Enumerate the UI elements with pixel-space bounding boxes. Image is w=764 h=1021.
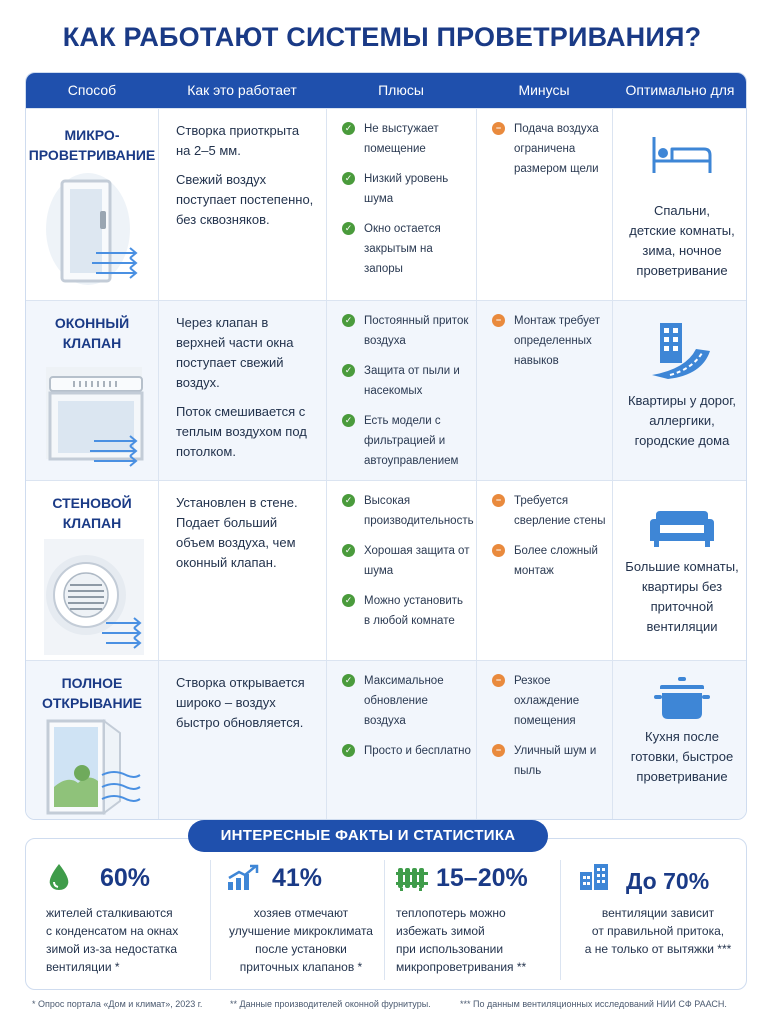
how-text: Установлен в стене. bbox=[176, 495, 298, 510]
method-cell bbox=[26, 661, 158, 820]
fact-text-line: вентиляции зависит bbox=[601, 906, 715, 920]
best-for-cell bbox=[612, 301, 747, 480]
best-for-line: Кухня после bbox=[645, 729, 719, 744]
best-for-line: детские комнаты, bbox=[629, 223, 735, 238]
window-valve-illustration bbox=[44, 363, 144, 473]
column-header-how: Как это работает bbox=[187, 82, 297, 98]
best-for-line: Спальни, bbox=[653, 203, 711, 218]
building-road-icon bbox=[646, 319, 718, 379]
minus-icon: − bbox=[492, 494, 505, 507]
pro-item bbox=[342, 411, 472, 471]
con-text: Подача воздуха ограничена размером щели bbox=[514, 123, 599, 175]
pro-text: Окно остается закрытым на запоры bbox=[364, 223, 441, 275]
fact-text-line: вентиляции * bbox=[46, 960, 120, 974]
best-for-cell bbox=[612, 481, 747, 660]
fact-supply-air bbox=[578, 860, 738, 980]
pro-item bbox=[342, 671, 472, 731]
water-drop-icon bbox=[44, 862, 74, 892]
best-for-line: приточной bbox=[650, 599, 714, 614]
fact-text-line: теплопотерь можно bbox=[396, 906, 506, 920]
method-name-line: МИКРО- bbox=[64, 127, 120, 143]
method-name-line: КЛАПАН bbox=[62, 515, 122, 531]
column-header-method: Способ bbox=[67, 82, 117, 98]
best-for-line: городские дома bbox=[634, 433, 730, 448]
tilted-window-illustration bbox=[44, 171, 144, 289]
best-for-line: Большие комнаты, bbox=[625, 559, 739, 574]
pro-text: Можно установить в любой комнате bbox=[364, 595, 464, 627]
footnote-3: *** По данным вентиляционных исследований НИИ СФ РААСН. bbox=[460, 999, 727, 1009]
table-row-wall-valve bbox=[26, 480, 747, 660]
best-for-line: проветривание bbox=[636, 769, 728, 784]
pro-text: Не выстужает помещение bbox=[364, 123, 439, 155]
method-name-line: ОТКРЫВАНИЕ bbox=[41, 695, 143, 711]
pro-item bbox=[342, 361, 472, 401]
pros-cell bbox=[326, 301, 476, 480]
best-for-line: готовки, быстрое bbox=[630, 749, 734, 764]
how-text: Поток смешивается с теплым воздухом под потолком. bbox=[176, 404, 307, 459]
table-row-full-opening bbox=[26, 660, 747, 820]
con-item bbox=[492, 119, 608, 179]
fact-text bbox=[226, 904, 376, 976]
pro-item bbox=[342, 219, 472, 279]
table-row-window-valve bbox=[26, 300, 747, 480]
sofa-icon bbox=[646, 503, 718, 551]
cons-cell bbox=[476, 661, 612, 820]
how-cell bbox=[158, 481, 326, 660]
method-cell bbox=[26, 109, 158, 300]
column-header-best-for: Оптимально для bbox=[625, 82, 735, 98]
best-for-line: зима, ночное bbox=[642, 243, 722, 258]
method-name-line: КЛАПАН bbox=[62, 335, 122, 351]
check-icon: ✓ bbox=[342, 744, 355, 757]
best-for-cell bbox=[612, 109, 747, 300]
table-row-micro-ventilation bbox=[26, 108, 747, 300]
fact-text-line: микропроветривания ** bbox=[396, 960, 527, 974]
how-text: Подает больший объем воздуха, чем оконный клапан. bbox=[176, 515, 296, 570]
footnote-1: * Опрос портала «Дом и климат», 2023 г. bbox=[32, 999, 203, 1009]
ventilation-table bbox=[25, 72, 747, 820]
minus-icon: − bbox=[492, 544, 505, 557]
open-window-illustration bbox=[44, 717, 144, 817]
fact-value: 60% bbox=[100, 864, 151, 892]
check-icon: ✓ bbox=[342, 414, 355, 427]
cons-cell bbox=[476, 481, 612, 660]
pro-text: Просто и бесплатно bbox=[364, 745, 471, 757]
check-icon: ✓ bbox=[342, 364, 355, 377]
con-text: Уличный шум и пыль bbox=[514, 745, 597, 777]
fact-text-line: избежать зимой bbox=[396, 924, 485, 938]
footnote-2: ** Данные производителей оконной фурнитуры. bbox=[230, 999, 431, 1009]
pro-text: Хорошая защита от шума bbox=[364, 545, 470, 577]
method-name bbox=[26, 493, 158, 533]
pro-text: Высокая производительность bbox=[364, 495, 474, 527]
growth-chart-icon bbox=[226, 862, 260, 892]
fact-text bbox=[578, 904, 738, 958]
pros-cell bbox=[326, 481, 476, 660]
minus-icon: − bbox=[492, 674, 505, 687]
how-text: Створка открывается широко – воздух быстро обновляется. bbox=[176, 675, 305, 730]
facts-title: ИНТЕРЕСНЫЕ ФАКТЫ И СТАТИСТИКА bbox=[188, 820, 548, 852]
method-name bbox=[26, 125, 158, 165]
how-text: Свежий воздух поступает постепенно, без сквозняков. bbox=[176, 172, 314, 227]
best-for-text bbox=[620, 201, 744, 281]
fact-text-line: улучшение микроклимата bbox=[229, 924, 373, 938]
pros-cell bbox=[326, 109, 476, 300]
pro-item bbox=[342, 169, 472, 209]
method-name bbox=[26, 313, 158, 353]
con-text: Требуется сверление стены bbox=[514, 495, 606, 527]
check-icon: ✓ bbox=[342, 172, 355, 185]
fact-text-line: хозяев отмечают bbox=[253, 906, 349, 920]
method-name-line: ПРОВЕТРИВАНИЕ bbox=[28, 147, 156, 163]
fact-divider bbox=[384, 860, 385, 980]
check-icon: ✓ bbox=[342, 544, 355, 557]
con-text: Монтаж требует определенных навыков bbox=[514, 315, 601, 367]
page-title: КАК РАБОТАЮТ СИСТЕМЫ ПРОВЕТРИВАНИЯ? bbox=[62, 22, 702, 52]
column-divider bbox=[476, 108, 477, 819]
method-name-line: ПОЛНОЕ bbox=[61, 675, 123, 691]
column-divider bbox=[326, 108, 327, 819]
pro-item bbox=[342, 119, 472, 159]
method-cell bbox=[26, 481, 158, 660]
fact-condensation bbox=[44, 860, 204, 980]
best-for-text bbox=[620, 727, 744, 787]
fact-heat-loss bbox=[396, 860, 556, 980]
cons-cell bbox=[476, 109, 612, 300]
pro-text: Защита от пыли и насекомых bbox=[364, 365, 460, 397]
con-text: Более сложный монтаж bbox=[514, 545, 598, 577]
how-cell bbox=[158, 301, 326, 480]
wall-valve-illustration bbox=[44, 539, 144, 655]
fact-text-line: при использовании bbox=[396, 942, 504, 956]
pro-text: Постоянный приток воздуха bbox=[364, 315, 469, 347]
fact-text bbox=[396, 904, 556, 976]
minus-icon: − bbox=[492, 744, 505, 757]
fact-text-line: от правильной притока, bbox=[591, 924, 725, 938]
how-text: Через клапан в верхней части окна поступает свежий воздух. bbox=[176, 315, 294, 390]
fact-value: До 70% bbox=[626, 868, 710, 894]
how-cell bbox=[158, 109, 326, 300]
check-icon: ✓ bbox=[342, 122, 355, 135]
con-item bbox=[492, 671, 608, 731]
fact-text-line: приточных клапанов * bbox=[239, 960, 363, 974]
method-name bbox=[26, 673, 158, 713]
pro-item bbox=[342, 541, 472, 581]
pro-text: Максимальное обновление воздуха bbox=[364, 675, 444, 727]
check-icon: ✓ bbox=[342, 314, 355, 327]
how-text: Створка приоткрыта на 2–5 мм. bbox=[176, 123, 300, 158]
con-item bbox=[492, 741, 608, 781]
best-for-line: квартиры без bbox=[641, 579, 723, 594]
pot-icon bbox=[646, 675, 718, 723]
check-icon: ✓ bbox=[342, 674, 355, 687]
column-divider bbox=[612, 108, 613, 819]
column-header-cons: Минусы bbox=[518, 82, 570, 98]
best-for-line: Квартиры у дорог, bbox=[627, 393, 737, 408]
pro-item bbox=[342, 591, 472, 631]
pro-text: Есть модели с фильтрацией и автоуправлением bbox=[364, 415, 459, 467]
fact-text-line: с конденсатом на окнах bbox=[46, 924, 179, 938]
minus-icon: − bbox=[492, 122, 505, 135]
method-name-line: СТЕНОВОЙ bbox=[52, 495, 132, 511]
best-for-cell bbox=[612, 661, 747, 820]
fact-value: 41% bbox=[272, 864, 323, 892]
fact-value: 15–20% bbox=[436, 864, 528, 892]
check-icon: ✓ bbox=[342, 594, 355, 607]
cons-cell bbox=[476, 301, 612, 480]
pro-item bbox=[342, 741, 472, 761]
method-name-line: ОКОННЫЙ bbox=[54, 315, 130, 331]
table-header bbox=[26, 73, 747, 108]
buildings-icon bbox=[578, 862, 610, 892]
method-cell bbox=[26, 301, 158, 480]
best-for-text bbox=[620, 557, 744, 637]
con-item bbox=[492, 311, 608, 371]
minus-icon: − bbox=[492, 314, 505, 327]
fact-text-line: а не только от вытяжки *** bbox=[584, 942, 732, 956]
best-for-line: проветривание bbox=[636, 263, 728, 278]
fact-divider bbox=[560, 860, 561, 980]
radiator-icon bbox=[396, 862, 428, 892]
best-for-text bbox=[620, 391, 744, 451]
pro-item bbox=[342, 491, 472, 531]
pro-item bbox=[342, 311, 472, 351]
fact-text-line: жителей сталкиваются bbox=[46, 906, 173, 920]
fact-text-line: зимой из-за недостатка bbox=[46, 942, 178, 956]
fact-text-line: после установки bbox=[255, 942, 347, 956]
fact-text bbox=[46, 904, 204, 976]
pro-text: Низкий уровень шума bbox=[364, 173, 449, 205]
best-for-line: вентиляции bbox=[646, 619, 718, 634]
pros-cell bbox=[326, 661, 476, 820]
best-for-line: аллергики, bbox=[649, 413, 715, 428]
con-text: Резкое охлаждение помещения bbox=[514, 675, 580, 727]
check-icon: ✓ bbox=[342, 494, 355, 507]
bed-icon bbox=[646, 131, 718, 179]
column-divider bbox=[158, 108, 159, 819]
con-item bbox=[492, 541, 608, 581]
con-item bbox=[492, 491, 608, 531]
fact-microclimate bbox=[226, 860, 376, 980]
check-icon: ✓ bbox=[342, 222, 355, 235]
how-cell bbox=[158, 661, 326, 820]
column-header-pros: Плюсы bbox=[378, 82, 424, 98]
fact-divider bbox=[210, 860, 211, 980]
